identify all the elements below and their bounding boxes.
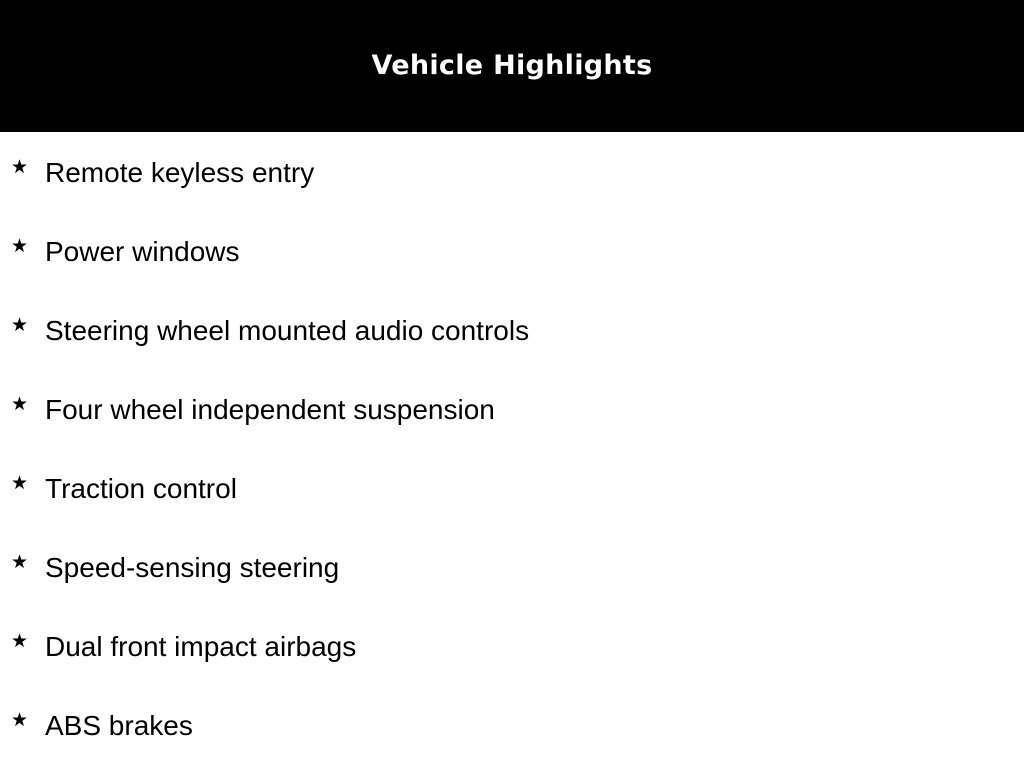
star-icon: ★ bbox=[11, 235, 29, 257]
list-item bbox=[0, 527, 1024, 606]
list-item bbox=[0, 132, 1024, 211]
highlight-label: Traction control bbox=[45, 473, 237, 504]
star-icon: ★ bbox=[11, 314, 29, 336]
highlight-label: Power windows bbox=[45, 236, 240, 267]
list-item bbox=[0, 211, 1024, 290]
header-bar bbox=[0, 0, 1024, 132]
highlight-label: Dual front impact airbags bbox=[45, 631, 357, 662]
list-item bbox=[0, 685, 1024, 764]
star-icon: ★ bbox=[11, 630, 29, 652]
star-icon: ★ bbox=[11, 551, 29, 573]
page-title: Vehicle Highlights bbox=[371, 49, 653, 81]
list-item bbox=[0, 290, 1024, 369]
list-item bbox=[0, 448, 1024, 527]
highlight-label: Four wheel independent suspension bbox=[45, 394, 495, 425]
star-icon: ★ bbox=[11, 156, 29, 178]
list-item bbox=[0, 606, 1024, 685]
highlight-label: Speed-sensing steering bbox=[45, 552, 340, 583]
highlight-label: ABS brakes bbox=[45, 710, 193, 741]
highlights-list bbox=[0, 132, 1024, 764]
star-icon: ★ bbox=[11, 472, 29, 494]
highlight-label: Steering wheel mounted audio controls bbox=[45, 315, 530, 346]
list-item bbox=[0, 369, 1024, 448]
star-icon: ★ bbox=[11, 393, 29, 415]
star-icon: ★ bbox=[11, 709, 29, 731]
highlight-label: Remote keyless entry bbox=[45, 157, 315, 188]
